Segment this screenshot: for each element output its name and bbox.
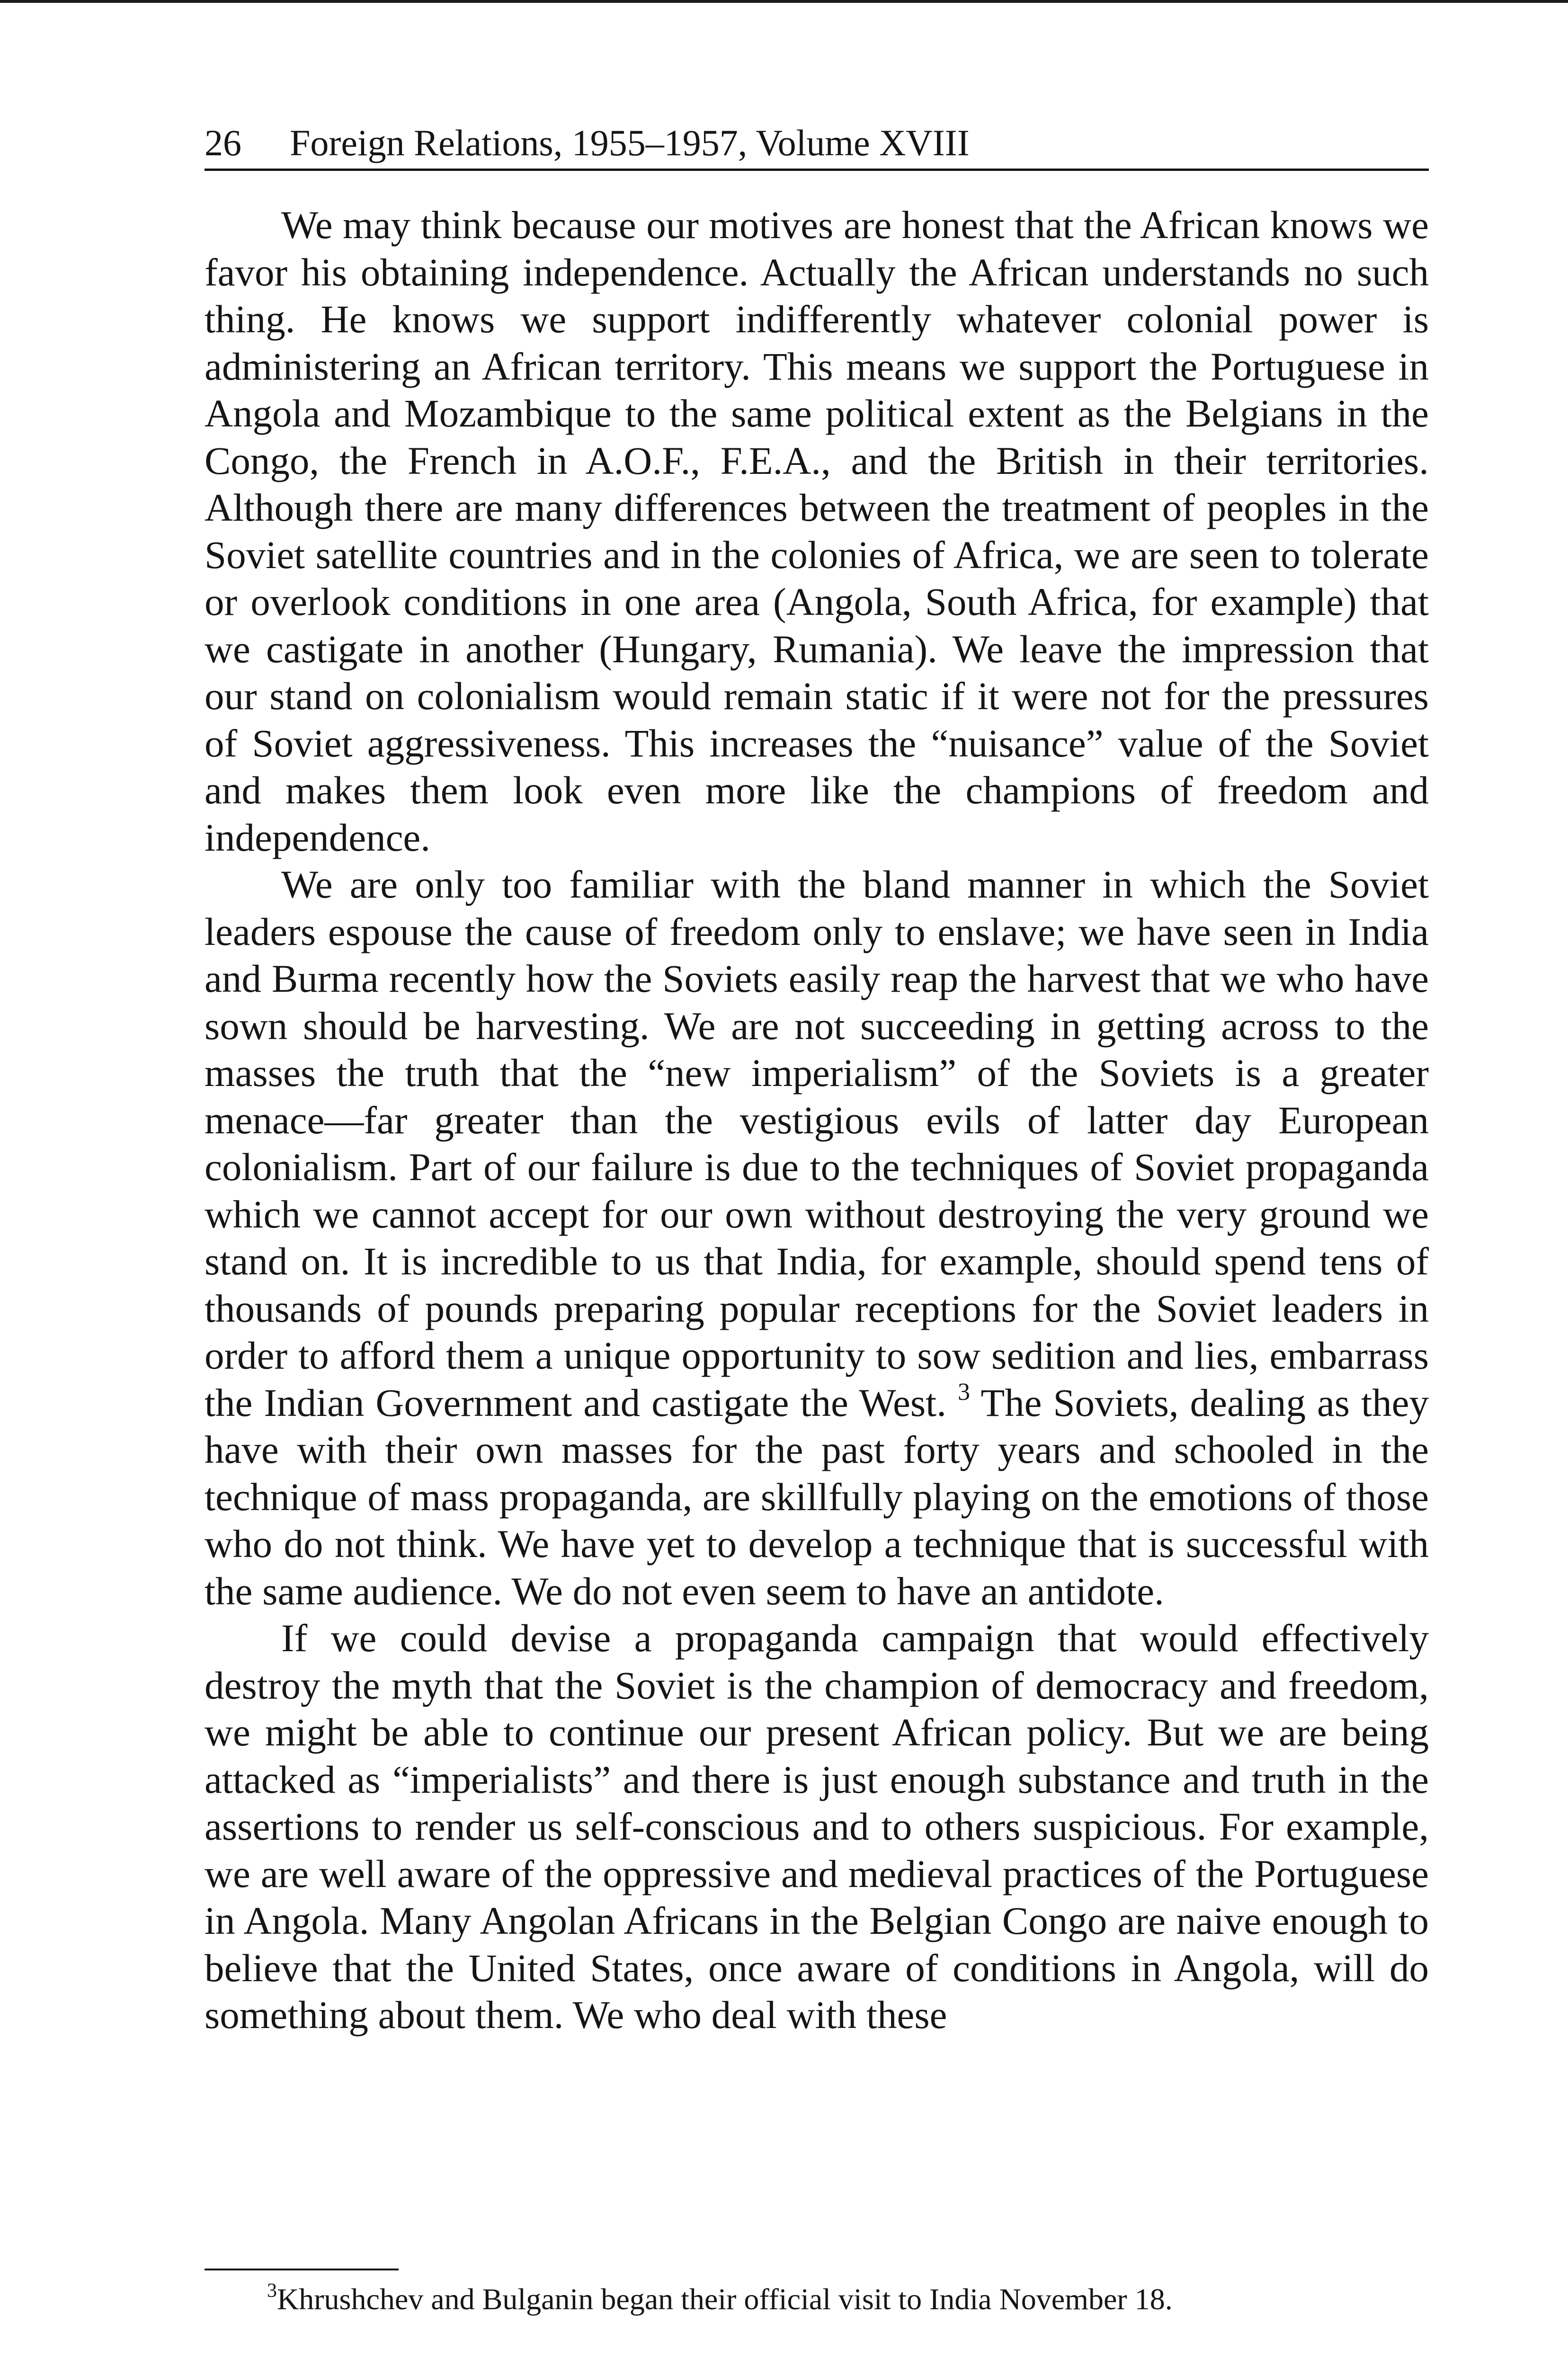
paragraph-2-after-note: The Soviets, dealing as they have with their own masses for the past forty years and schooled in the technique of mass propaganda, are skillfully playing on the emotions of those who do not think. We have yet to develop a technique that is successful with the same audience. We do not even seem to have an antidote. [205, 1380, 1429, 1613]
body-text [205, 202, 1429, 2039]
footnote-text: Khrushchev and Bulganin began their official visit to India November 18. [277, 2282, 1173, 2316]
paragraph-1: We may think because our motives are honest that the African knows we favor his obtaining independence. Actually the African understands no such thing. He knows we support indifferently whatever colonial power is administering an African territory. This means we support the Portuguese in Angola and Mozambique to the same political extent as the Belgians in the Congo, the French in A.O.F., F.E.A., and the British in their territories. Although there are many differences between the treatment of peoples in the Soviet satellite countries and in the colonies of Africa, we are seen to tolerate or overlook conditions in one area (Angola, South Africa, for example) that we castigate in another (Hungary, Rumania). We leave the impression that our stand on colonialism would remain static if it were not for the pressures of Soviet aggressiveness. This increases the “nuisance” value of the Soviet and makes them look even more like the champions of freedom and independence. [205, 203, 1429, 859]
running-head-title: Foreign Relations, 1955–1957, Volume XVIII [290, 122, 970, 163]
page-number: 26 [205, 122, 241, 163]
paragraph-2-before-note: We are only too familiar with the bland manner in which the Soviet leaders espouse the cause of freedom only to enslave; we have seen in India and Burma recently how the Soviets easily reap the harvest that we who have sown should be harvesting. We are not succeeding in getting across to the masses the truth that the “new imperialism” of the Soviets is a greater menace—far greater than the vestigious evils of latter day European colonialism. Part of our failure is due to the techniques of Soviet propaganda which we cannot accept for our own without destroying the very ground we stand on. It is incredible to us that India, for example, should spend tens of thousands of pounds preparing popular receptions for the Soviet leaders in order to afford them a unique opportunity to sow sedition and lies, embarrass the Indian Government and castigate the West. [205, 863, 1429, 1424]
running-head [205, 117, 1429, 171]
footnote [205, 2278, 1429, 2321]
scan-top-edge [0, 0, 1568, 3]
footnote-divider [205, 2269, 399, 2270]
footnote-marker: 3 [267, 2280, 277, 2302]
footnote-reference[interactable]: 3 [957, 1378, 970, 1406]
paragraph-2 [205, 861, 1429, 1615]
paragraph-3: If we could devise a propaganda campaign that would effectively destroy the myth that the Soviet is the champion of democracy and freedom, we might be able to continue our present African policy. But we are being attacked as “imperialists” and there is just enough substance and truth in the assertions to render us self-conscious and to others suspicious. For example, we are well aware of the oppressive and medieval practices of the Portuguese in Angola. Many Angolan Africans in the Belgian Congo are naive enough to believe that the United States, once aware of conditions in Angola, will do something about them. We who deal with these [205, 1616, 1429, 2037]
